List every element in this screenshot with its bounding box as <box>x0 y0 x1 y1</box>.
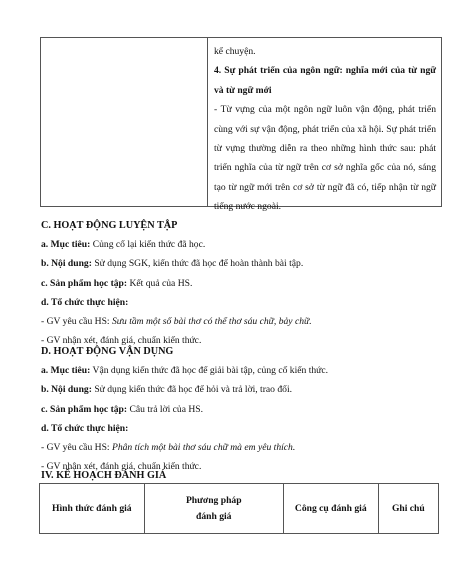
task-line <box>41 312 441 331</box>
task-italic: Phân tích một bài thơ sáu chữ mà em yêu thích. <box>111 441 296 453</box>
product-text: Câu trả lời của HS. <box>127 403 204 415</box>
table-right-cell <box>214 42 436 217</box>
organization-label: d. Tổ chức thực hiện: <box>41 422 129 434</box>
objective-label: a. Mục tiêu: <box>41 365 91 377</box>
cell-text-line: kể chuyện. <box>214 46 256 57</box>
section-d <box>41 342 441 476</box>
header-method-line2: đánh giá <box>196 510 232 522</box>
organization-line <box>41 419 441 438</box>
objective-text: Củng cố lại kiến thức đã học. <box>90 239 206 251</box>
product-line <box>41 400 441 419</box>
review-line: - GV nhận xét, đánh giá, chuẩn kiến thức. <box>41 335 202 347</box>
content-line <box>41 380 441 399</box>
subheading: 4. Sự phát triển của ngôn ngữ: nghĩa mới của từ ngữ và từ ngữ mới <box>214 65 436 96</box>
content-label: b. Nội dung: <box>41 384 92 396</box>
review-line: - GV nhận xét, đánh giá, chuẩn kiến thức. <box>41 461 202 473</box>
table-column-divider <box>207 38 208 206</box>
section-c <box>41 216 441 350</box>
organization-label: d. Tổ chức thực hiện: <box>41 296 129 308</box>
header-tool: Công cụ đánh giá <box>283 484 378 534</box>
task-italic: Sưu tầm một số bài thơ có thể thơ sáu chữ, bảy chữ. <box>111 315 312 327</box>
section-heading: D. HOẠT ĐỘNG VẬN DỤNG <box>41 346 174 357</box>
section-heading: C. HOẠT ĐỘNG LUYỆN TẬP <box>41 220 178 231</box>
header-form: Hình thức đánh giá <box>40 484 145 534</box>
task-prefix: - GV yêu cầu HS: <box>41 441 112 453</box>
knowledge-table <box>40 37 442 213</box>
product-label: c. Sản phẩm học tập: <box>41 403 128 415</box>
header-method-line1: Phương pháp <box>185 494 242 506</box>
assessment-plan-table <box>39 483 439 534</box>
content-text: Sử dụng kiến thức đã học để hỏi và trả lời, trao đổi. <box>91 384 293 396</box>
task-prefix: - GV yêu cầu HS: <box>41 315 112 327</box>
content-line <box>41 254 441 273</box>
header-method <box>144 484 283 534</box>
product-label: c. Sản phẩm học tập: <box>41 277 128 289</box>
objective-line <box>41 235 441 254</box>
header-note: Ghi chú <box>378 484 438 534</box>
cell-paragraph: - Từ vựng của một ngôn ngữ luôn vận động, phát triển cùng với sự vận động, phát triển của xã hội. Sự phát triển từ vựng thường diễn ra theo những hình thức sau: phát triển nghĩa của từ ngữ trên cơ sở nghĩa gốc của nó, sáng tạo từ ngữ mới trên cơ sở từ ngữ đã có, tiếp nhận từ ngữ tiếng nước ngoài. <box>214 104 436 213</box>
objective-text: Vận dụng kiến thức đã học để giải bài tập, củng cố kiến thức. <box>90 365 329 377</box>
product-line <box>41 274 441 293</box>
product-text: Kết quả của HS. <box>127 277 193 289</box>
content-label: b. Nội dung: <box>41 258 92 270</box>
content-text: Sử dụng SGK, kiến thức đã học để hoàn thành bài tập. <box>91 258 304 270</box>
section-heading: IV. KẾ HOẠCH ĐÁNH GIÁ <box>41 470 167 481</box>
objective-line <box>41 361 441 380</box>
task-line <box>41 438 441 457</box>
objective-label: a. Mục tiêu: <box>41 239 91 251</box>
table-header-row <box>40 484 439 534</box>
organization-line <box>41 293 441 312</box>
